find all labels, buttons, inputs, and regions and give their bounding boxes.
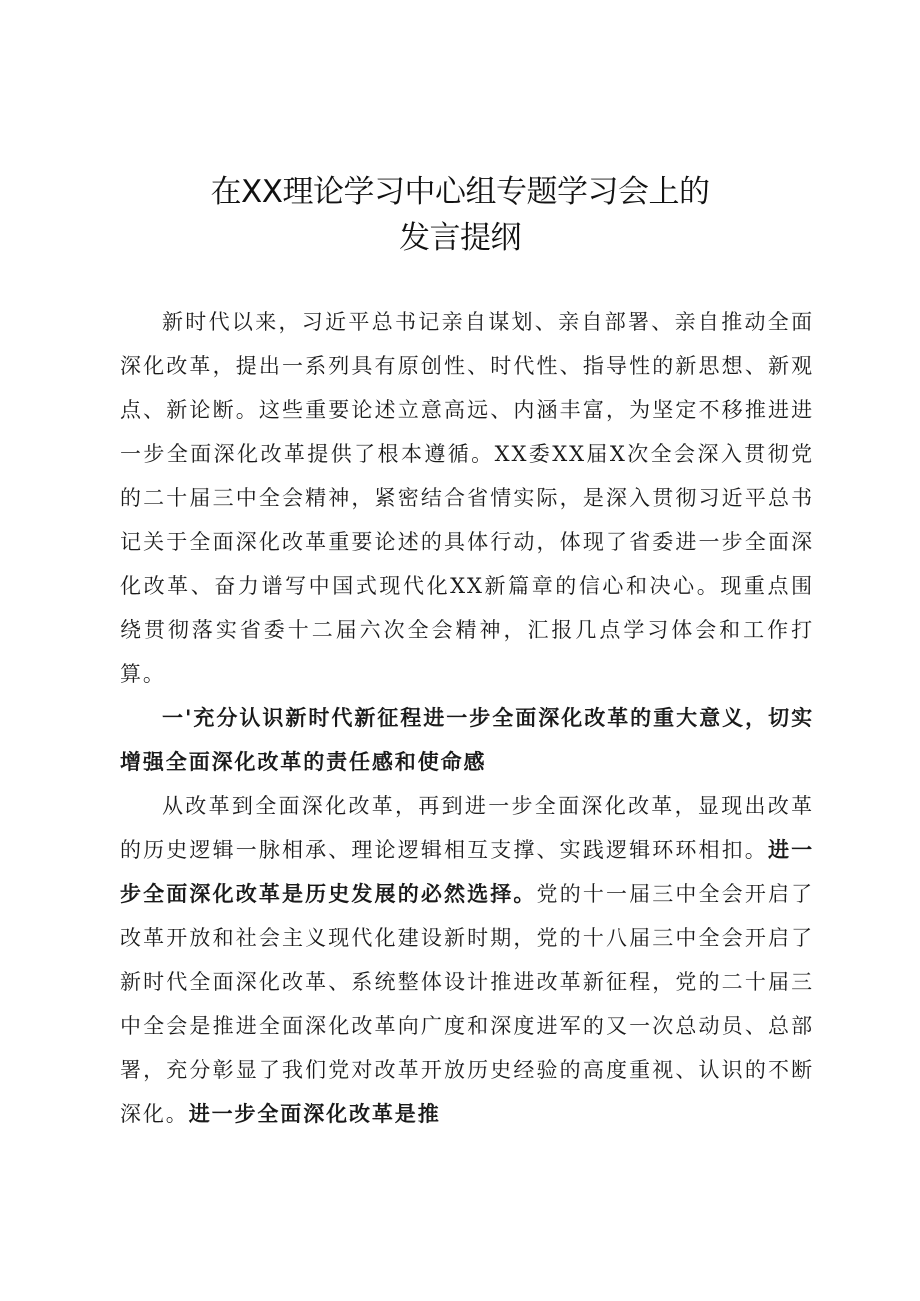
section-1-lead-text: 从改革到全面深化改革，再到进一步全面深化改革，显现出改革的历史逻辑一脉相承、理论逻辑相互支撑、实践逻辑环环相扣。 [120, 794, 814, 862]
intro-paragraph: 新时代以来，习近平总书记亲自谋划、亲自部署、亲自推动全面深化改革，提出一系列具有原创性、时代性、指导性的新思想、新观点、新论断。这些重要论述立意高远、内涵丰富，为坚定不移推进进一步全面深化改革提供了根本遵循。XX委XX届X次全会深入贯彻党的二十届三中全会精神，紧密结合省情实际，是深入贯彻习近平总书记关于全面深化改革重要论述的具体行动，体现了省委进一步全面深化改革、奋力谱写中国式现代化XX新篇章的信心和决心。现重点围绕贯彻落实省委十二届六次全会精神，汇报几点学习体会和工作打算。 [120, 310, 814, 686]
section-1-bold-statement-2: 进一步全面深化改革是推 [188, 1101, 441, 1126]
section-1-bold-statement-1: 进一步全面深化改革是历史发展的必然选择。 [120, 837, 814, 906]
document-title-line-1: 在XX理论学习中心组专题学习会上的 [210, 174, 710, 210]
section-1-heading: 一'充分认识新时代新征程进一步全面深化改革的重大意义，切实增强全面深化改革的责任感和使命感 [120, 705, 814, 774]
document-title-line-2: 发言提纲 [399, 220, 521, 256]
document-body [120, 300, 814, 1136]
section-1-body-text: 党的十一届三中全会开启了改革开放和社会主义现代化建设新时期，党的十八届三中全会开启了新时代全面深化改革、系统整体设计推进改革新征程，党的二十届三中全会是推进全面深化改革向广度和深度进军的又一次总动员、总部署，充分彰显了我们党对改革开放历史经验的高度重视、认识的不断深化。 [120, 882, 814, 1126]
section-1-paragraph-1 [120, 784, 814, 1136]
